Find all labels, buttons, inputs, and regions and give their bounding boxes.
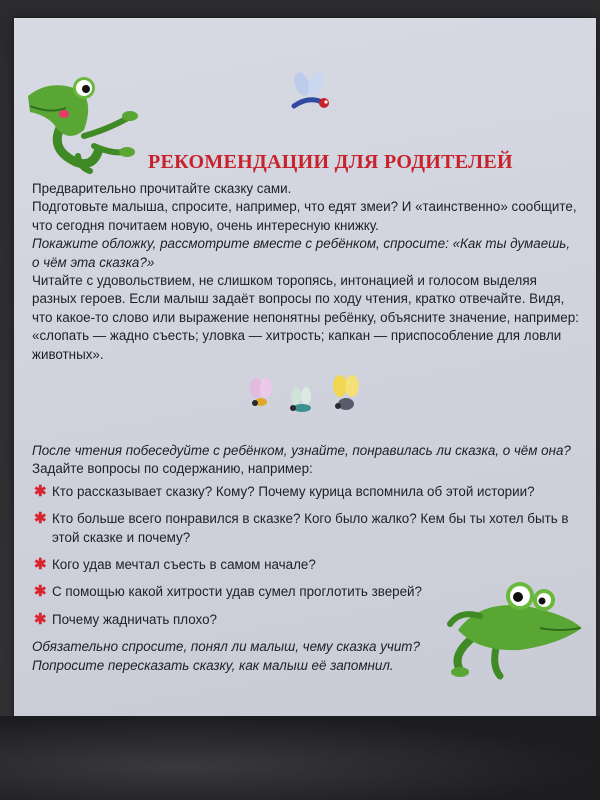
flies-icon bbox=[244, 374, 368, 420]
background-shadow bbox=[0, 716, 600, 800]
bullet-star-icon: ✱ bbox=[34, 583, 47, 601]
paragraph: Читайте с удовольствием, не слишком торопясь, интонацией и голосом выделяя разных героев. Если малыш задаёт вопросы по ходу чтения, кратко отвечайте. Видя, что какое-то слово или выражение непонятны ребёнку, объясните значение, например: «слопать — жадно съесть; уловка — хитрость; капкан — приспособление для ловли животных». bbox=[32, 273, 579, 362]
bullet-star-icon: ✱ bbox=[34, 510, 47, 528]
closing-line: Попросите пересказать сказку, как малыш её запомнил. bbox=[32, 657, 394, 673]
question-text: Кто рассказывает сказку? Кому? Почему курица вспомнила об этой истории? bbox=[52, 483, 535, 499]
page-title: РЕКОМЕНДАЦИИ ДЛЯ РОДИТЕЛЕЙ bbox=[148, 151, 513, 174]
paragraph: Подготовьте малыша, спросите, например, что едят змеи? И «таинственно» сообщите, что сегодня почитаем новую, очень интересную книжку. bbox=[32, 199, 577, 233]
bullet-star-icon: ✱ bbox=[34, 610, 47, 628]
question-text: С помощью какой хитрости удав сумел проглотить зверей? bbox=[52, 584, 422, 600]
frog-icon bbox=[20, 72, 145, 174]
question-text: Кого удав мечтал съесть в самом начале? bbox=[52, 557, 316, 573]
dragonfly-icon bbox=[288, 72, 334, 116]
after-reading-intro: После чтения побеседуйте с ребёнком, узнайте, понравилась ли сказка, о чём она? bbox=[32, 443, 571, 458]
list-item bbox=[32, 510, 572, 547]
bullet-star-icon: ✱ bbox=[34, 556, 47, 574]
frog-icon bbox=[440, 570, 590, 680]
questions-intro: Задайте вопросы по содержанию, например: bbox=[32, 461, 313, 477]
paragraph-italic: Покажите обложку, рассмотрите вместе с ребёнком, спросите: «Как ты думаешь, о чём эта сказка?» bbox=[32, 236, 571, 270]
before-reading-section bbox=[32, 180, 580, 364]
paragraph: Предварительно прочитайте сказку сами. bbox=[32, 181, 292, 196]
closing-line: Обязательно спросите, понял ли малыш, чему сказка учит? bbox=[32, 639, 420, 655]
question-text: Кто больше всего понравился в сказке? Кого было жалко? Кем бы ты хотел быть в этой сказке и почему? bbox=[52, 511, 569, 545]
question-text: Почему жадничать плохо? bbox=[52, 611, 217, 627]
bullet-star-icon: ✱ bbox=[34, 482, 47, 500]
list-item bbox=[32, 483, 572, 501]
